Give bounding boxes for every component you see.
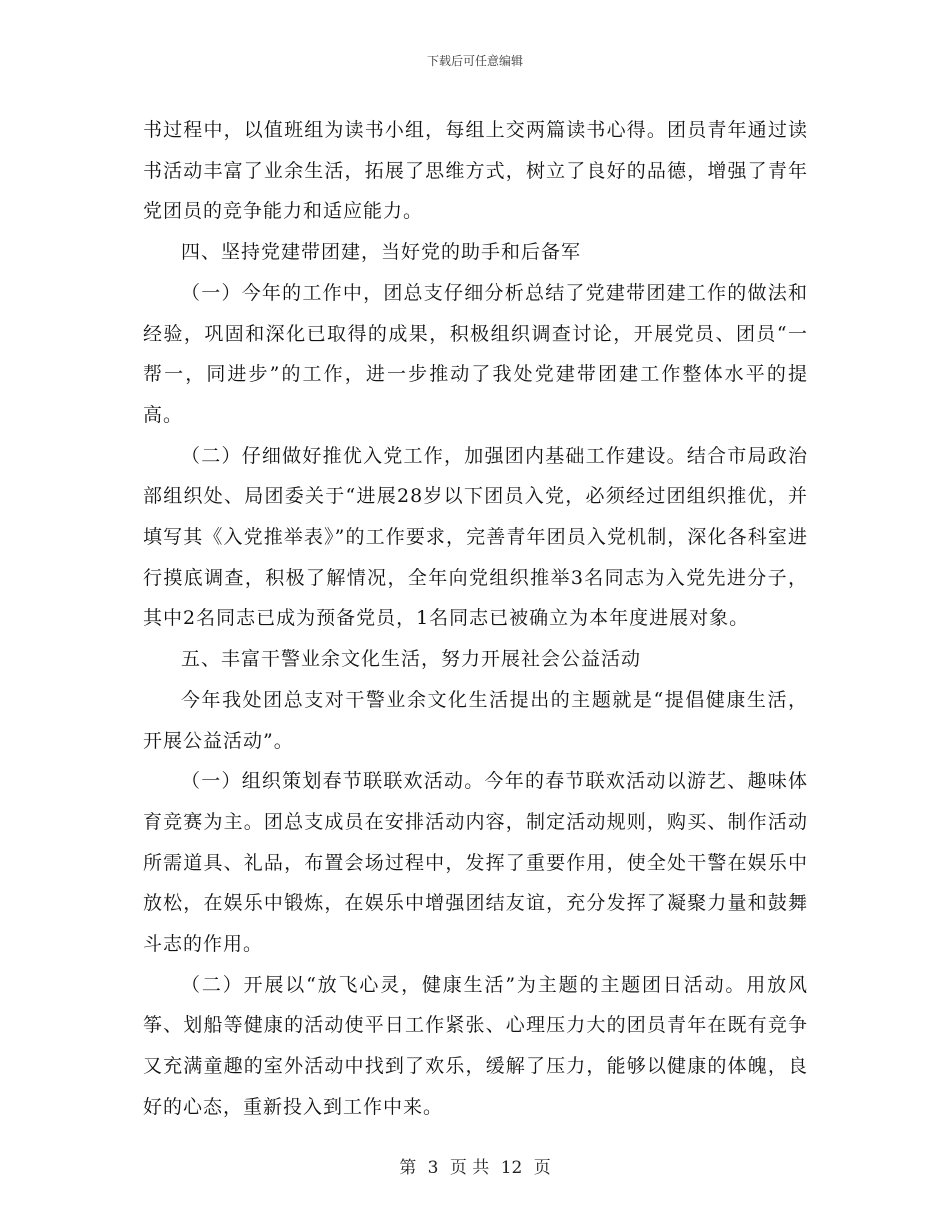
document-body [143, 110, 808, 1128]
page-footer [0, 1153, 950, 1178]
paragraph: （二）开展以“放飞心灵，健康生活”为主题的主题团日活动。用放风筝、划船等健康的活动使平日工作紧张、心理压力大的团员青年在既有竞争又充满童趣的室外活动中找到了欢乐，缓解了压力，能够以健康的体魄，良好的心态，重新投入到工作中来。 [143, 973, 808, 1118]
section-heading-4: 四、坚持党建带团建，当好党的助手和后备军 [181, 241, 582, 264]
paragraph: （一）组织策划春节联联欢活动。今年的春节联欢活动以游艺、趣味体育竞赛为主。团总支成员在安排活动内容，制定活动规则，购买、制作活动所需道具、礼品，布置会场过程中，发挥了重要作用，使全处干警在娱乐中放松，在娱乐中锻炼，在娱乐中增强团结友谊，充分发挥了凝聚力量和鼓舞斗志的作用。 [143, 770, 808, 956]
footer-prefix: 第 [399, 1158, 417, 1178]
page-total: 12 [500, 1158, 523, 1178]
paragraph: 今年我处团总支对干警业余文化生活提出的主题就是“提倡健康生活，开展公益活动”。 [143, 688, 808, 752]
footer-middle: 页 共 [449, 1158, 490, 1178]
page-header: 下载后可任意编辑 [426, 54, 523, 68]
paragraph-continuation: 书过程中，以值班组为读书小组，每组上交两篇读书心得。团员青年通过读书活动丰富了业余生活，拓展了思维方式，树立了良好的品德，增强了青年党团员的竞争能力和适应能力。 [143, 119, 808, 223]
paragraph: （一）今年的工作中，团总支仔细分析总结了党建带团建工作的做法和经验，巩固和深化已取得的成果，积极组织调查讨论，开展党员、团员“一帮一，同进步”的工作，进一步推动了我处党建带团建工作整体水平的提高。 [143, 281, 808, 426]
section-heading-5: 五、丰富干警业余文化生活，努力开展社会公益活动 [181, 648, 642, 671]
footer-suffix: 页 [533, 1158, 551, 1178]
page-number: 3 [427, 1158, 439, 1178]
paragraph: （二）仔细做好推优入党工作，加强团内基础工作建设。结合市局政治部组织处、局团委关于“进展28岁以下团员入党，必须经过团组织推优，并填写其《入党推举表》”的工作要求，完善青年团员入党机制，深化各科室进行摸底调查，积极了解情况，全年向党组织推举3名同志为入党先进分子，其中2名同志已成为预备党员，1名同志已被确立为本年度进展对象。 [143, 444, 808, 630]
